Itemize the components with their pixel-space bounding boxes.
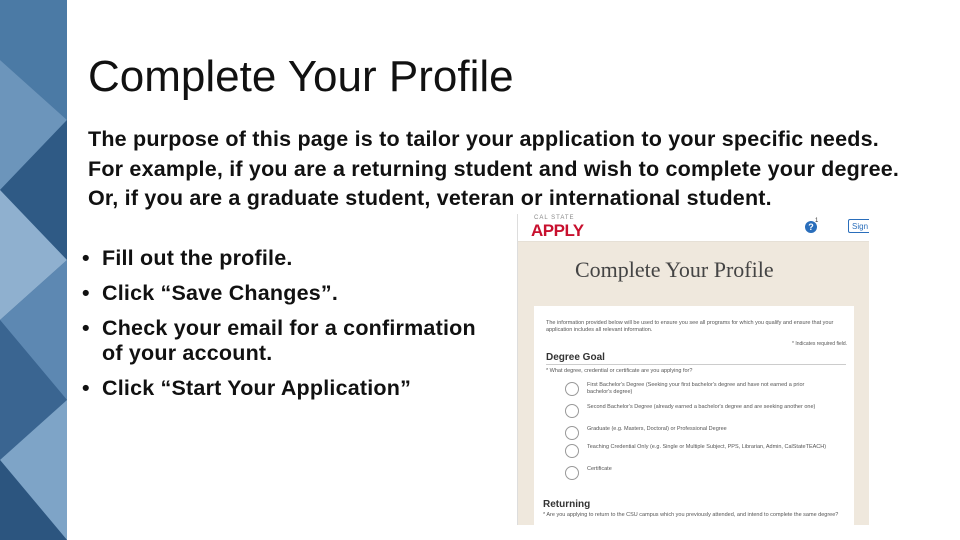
radio-icon[interactable] — [565, 444, 579, 458]
degree-question: * What degree, credential or certificate are you applying for? — [546, 368, 693, 374]
option-label: Certificate — [587, 466, 612, 472]
option-label: Graduate (e.g. Masters, Doctoral) or Professional Degree — [587, 426, 727, 432]
slide-title: Complete Your Profile — [88, 52, 514, 101]
bullet-marker: • — [82, 376, 90, 400]
divider — [546, 364, 846, 365]
option-label: Teaching Credential Only (e.g. Single or Multiple Subject, PPS, Librarian, Admin, CalStateTEACH) — [587, 444, 827, 450]
sign-in-button[interactable]: Sign — [848, 219, 869, 233]
list-item — [80, 316, 480, 366]
radio-icon[interactable] — [565, 404, 579, 418]
radio-icon[interactable] — [565, 426, 579, 440]
intro-paragraph: The purpose of this page is to tailor your application to your specific needs. For example, if you are a returning student and wish to complete your degree. Or, if you are a graduate student, veteran or international student. — [88, 127, 900, 210]
option-label: First Bachelor's Degree (Seeking your first bachelor's degree and have not earned a prior bachelor's degree) — [587, 382, 805, 395]
list-item-text: Fill out the profile. — [102, 246, 293, 270]
required-note: * Indicates required field. — [792, 341, 848, 347]
instruction-list — [80, 246, 480, 411]
radio-icon[interactable] — [565, 382, 579, 396]
form-intro: The information provided below will be used to ensure you see all programs for which you qualify and ensure that your application includes all relevant information. — [546, 320, 834, 333]
bullet-marker: • — [82, 281, 90, 305]
bullet-marker: • — [82, 316, 90, 340]
list-item-text: Check your email for a confirmation of your account. — [102, 316, 476, 365]
list-item-text: Click “Save Changes”. — [102, 281, 339, 305]
help-icon[interactable]: ? — [805, 221, 817, 233]
degree-goal-heading: Degree Goal — [546, 352, 605, 363]
notification-badge: 1 — [815, 218, 819, 224]
brand-caption: CAL STATE — [534, 215, 575, 221]
brand-logo[interactable]: APPLY — [531, 221, 584, 240]
list-item — [80, 376, 480, 401]
returning-heading: Returning — [543, 499, 591, 510]
radio-icon[interactable] — [565, 466, 579, 480]
page-title: Complete Your Profile — [575, 257, 774, 282]
bullet-marker: • — [82, 246, 90, 270]
site-header — [518, 214, 869, 242]
list-item — [80, 281, 480, 306]
returning-question: * Are you applying to return to the CSU campus which you previously attended, and intend to complete the same degree? — [543, 512, 839, 518]
decorative-stripe — [0, 0, 67, 540]
embedded-screenshot — [517, 214, 869, 525]
list-item-text: Click “Start Your Application” — [102, 376, 412, 400]
profile-form — [534, 306, 854, 525]
option-label: Second Bachelor's Degree (already earned a bachelor's degree and are seeking another one) — [587, 404, 816, 410]
list-item — [80, 246, 480, 271]
